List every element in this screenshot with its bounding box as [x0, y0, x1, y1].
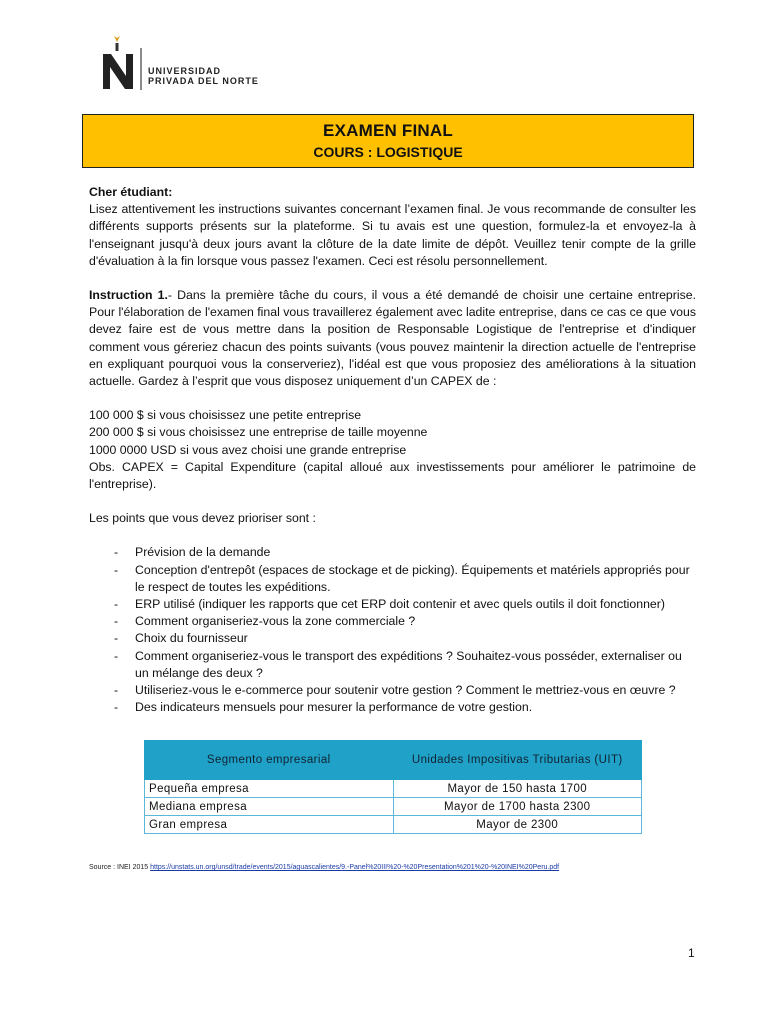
logo-divider	[140, 48, 142, 90]
university-logo	[100, 34, 300, 90]
list-item: - Prévision de la demande	[89, 544, 696, 561]
greeting: Cher étudiant:	[89, 185, 173, 199]
table-row	[145, 780, 642, 798]
exam-title: EXAMEN FINAL	[323, 121, 453, 140]
table-header-uit: Unidades Impositivas Tributarias (UIT)	[393, 741, 642, 780]
table-row	[145, 798, 642, 816]
list-item: - Comment organiseriez-vous le transport des expéditions ? Souhaitez-vous posséder, externaliser ou un mélange des deux ?	[89, 648, 696, 682]
logo-n-icon	[100, 34, 140, 90]
page-number: 1	[688, 946, 695, 960]
instruction-paragraph	[89, 287, 696, 390]
course-title: COURS : LOGISTIQUE	[313, 144, 463, 160]
list-item: - Conception d'entrepôt (espaces de stockage et de picking). Équipements et matériels appropriés pour le respect de toutes les expéditions.	[89, 562, 696, 596]
list-item: - Des indicateurs mensuels pour mesurer la performance de votre gestion.	[89, 699, 696, 716]
priority-points-list	[89, 544, 696, 716]
capex-large: 1000 0000 USD si vous avez choisi une grande entreprise	[89, 442, 407, 457]
source-link[interactable]: https://unstats.un.org/unsd/trade/events/2015/aguascalientes/9.-Panel%20III%20-%20Presentation%201%20-%20INEI%20Peru.pdf	[150, 864, 560, 871]
list-item: - ERP utilisé (indiquer les rapports que cet ERP doit contenir et avec quels outils il doit fonctionner)	[89, 596, 696, 613]
list-item: - Utiliseriez-vous le e-commerce pour soutenir votre gestion ? Comment le mettriez-vous en œuvre ?	[89, 682, 696, 699]
capex-note: Obs. CAPEX = Capital Expenditure (capital alloué aux investissements pour améliorer le patrimoine de l'entreprise).	[89, 459, 696, 492]
table-cell: Mayor de 150 hasta 1700	[393, 780, 642, 798]
capex-medium: 200 000 $ si vous choisissez une entreprise de taille moyenne	[89, 425, 428, 440]
table-header-segment: Segmento empresarial	[145, 741, 394, 780]
table-row	[145, 816, 642, 834]
table-cell: Mayor de 2300	[393, 816, 642, 834]
table-cell: Mediana empresa	[145, 798, 394, 816]
source-label: Source : INEI 2015	[89, 864, 149, 871]
logo-text	[148, 66, 259, 86]
document-body	[89, 184, 696, 716]
table-cell: Pequeña empresa	[145, 780, 394, 798]
table-cell: Mayor de 1700 hasta 2300	[393, 798, 642, 816]
table-cell: Gran empresa	[145, 816, 394, 834]
list-item: - Choix du fournisseur	[89, 630, 696, 647]
table-header-row	[145, 741, 642, 780]
source-citation	[89, 864, 559, 871]
instruction-label: Instruction 1.	[89, 288, 168, 303]
instruction-text: - Dans la première tâche du cours, il vous a été demandé de choisir une certaine entreprise. Pour l'élaboration de l'examen final vous travaillerez également avec ladite entreprise, dans ce cas ce que vous devez faire est de vous mettre dans la position de Responsable Logistique de l'entreprise et d'indiquer comment vous géreriez chacun des points suivants (vous pouvez maintenir la direction actuelle de l'entreprise en expliquant pourquoi vous la conserveriez), l'idéal est que vous proposiez des améliorations à la situation actuelle. Gardez à l’esprit que vous disposez uniquement d’un CAPEX de :	[89, 288, 696, 389]
logo-line-2: PRIVADA DEL NORTE	[148, 76, 259, 86]
intro-paragraph: Lisez attentivement les instructions suivantes concernant l’examen final. Je vous recommande de consulter les différents supports présents sur la plateforme. Si tu avais est une question, formulez-la et envoyez-la à l'enseignant jusqu'à deux jours avant la clôture de la date limite de dépôt. Veuillez tenir compte de la grille d'évaluation à la fin lorsque vous passez l'examen. Ceci est résolu personnellement.	[89, 202, 696, 268]
segment-table	[144, 740, 642, 834]
points-intro: Les points que vous devez prioriser sont :	[89, 511, 316, 526]
logo-line-1: UNIVERSIDAD	[148, 66, 222, 76]
capex-small: 100 000 $ si vous choisissez une petite entreprise	[89, 408, 362, 423]
list-item: - Comment organiseriez-vous la zone commerciale ?	[89, 613, 696, 630]
title-banner	[82, 114, 694, 168]
